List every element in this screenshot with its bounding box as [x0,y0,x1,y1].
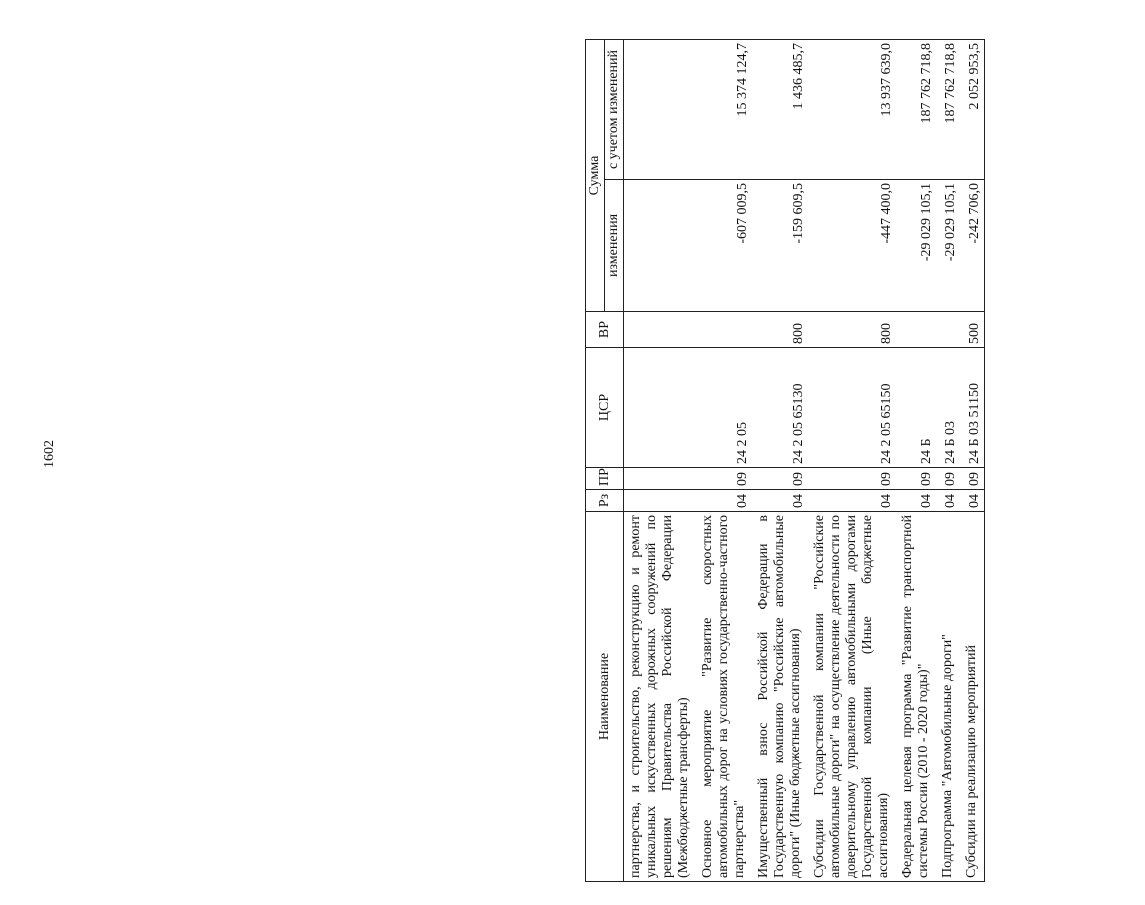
row-pr: 09 [936,468,960,490]
row-csr: 24 Б 03 [936,348,960,468]
row-change: -159 609,5 [752,180,808,312]
row-vr [624,312,697,348]
row-vr: 500 [960,312,985,348]
row-pr: 09 [752,468,808,490]
row-name: Субсидии Государственной компании "Российские автомобильные дороги" на осуществление деятельности по доверительному управлению автомобильными дорогами Государственной компании (Иные бюджетные ассигнования) [808,512,896,882]
row-total: 1 436 485,7 [752,40,808,180]
row-total: 15 374 124,7 [696,40,752,180]
row-csr: 24 Б [896,348,936,468]
table-header [586,40,624,882]
row-change: -447 400,0 [808,180,896,312]
header-sum: Сумма [586,40,605,312]
row-change: -29 029 105,1 [936,180,960,312]
row-total: 13 937 639,0 [808,40,896,180]
row-rz: 04 [752,490,808,512]
header-rz: Рз [586,490,624,512]
row-pr: 09 [960,468,985,490]
rotated-page-content [585,22,1145,882]
row-change: -607 009,5 [696,180,752,312]
row-vr: 800 [808,312,896,348]
header-pr: ПР [586,468,624,490]
row-total: 2 052 953,5 [960,40,985,180]
row-csr: 24 2 05 65130 [752,348,808,468]
page-number: 1602 [42,440,57,468]
row-name: Федеральная целевая программа "Развитие транспортной системы России (2010 - 2020 годы)" [896,512,936,882]
budget-table [585,39,985,882]
row-rz: 04 [896,490,936,512]
row-name: Имущественный взнос Российской Федерации в Государственную компанию "Российские автомобильные дороги" (Иные бюджетные ассигнования) [752,512,808,882]
row-name: Основное мероприятие "Развитие скоростных автомобильных дорог на условиях государственно-частного партнерства" [696,512,752,882]
row-change: -242 706,0 [960,180,985,312]
header-csr: ЦСР [586,348,624,468]
table-row [624,40,697,882]
table-row [696,40,752,882]
row-csr [624,348,697,468]
row-vr [696,312,752,348]
row-total [624,40,697,180]
table-row [808,40,896,882]
table-body [624,40,985,882]
header-vr: ВР [586,312,624,348]
row-rz: 04 [696,490,752,512]
row-change [624,180,697,312]
row-name: Субсидии на реализацию мероприятий [960,512,985,882]
row-vr: 800 [752,312,808,348]
row-rz: 04 [808,490,896,512]
header-name: Наименование [586,512,624,882]
row-change: -29 029 105,1 [896,180,936,312]
row-vr [896,312,936,348]
row-name: Подпрограмма "Автомобильные дороги" [936,512,960,882]
header-change: изменения [605,180,624,312]
row-csr: 24 2 05 [696,348,752,468]
row-name: партнерства, и строительство, реконструкцию и ремонт уникальных искусственных дорожных сооружений по решениям Правительства Российской Федерации (Межбюджетные трансферты) [624,512,697,882]
row-csr: 24 Б 03 51150 [960,348,985,468]
row-pr: 09 [896,468,936,490]
table-row [752,40,808,882]
table-row [896,40,936,882]
row-rz [624,490,697,512]
table-row [960,40,985,882]
row-rz: 04 [960,490,985,512]
row-csr: 24 2 05 65150 [808,348,896,468]
row-total: 187 762 718,8 [896,40,936,180]
row-pr: 09 [696,468,752,490]
table-row [936,40,960,882]
row-vr [936,312,960,348]
row-pr [624,468,697,490]
row-total: 187 762 718,8 [936,40,960,180]
row-pr: 09 [808,468,896,490]
row-rz: 04 [936,490,960,512]
header-with-changes: с учетом изменений [605,40,624,180]
